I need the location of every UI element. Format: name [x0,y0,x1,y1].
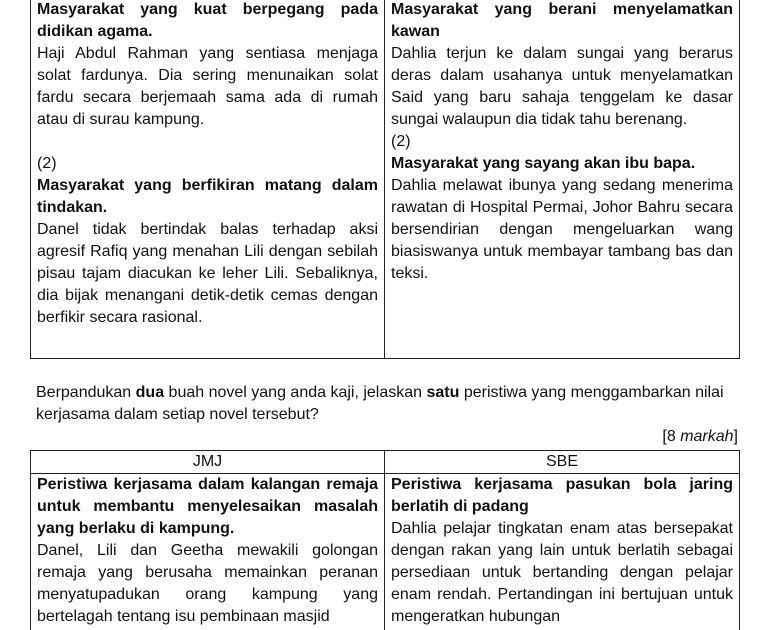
point-body: Danel tidak bertindak balas terhadap aksi agresif Rafiq yang menahan Lili dengan sebilah pisau tajam diacukan ke leher Lili. Sebaliknya, dia bijak menangani detik-detik cemas dengan berfikir secara rasional. [37,221,378,326]
point-title: Masyarakat yang kuat berpegang pada didikan agama. [37,1,378,40]
marks-label [662,426,738,448]
top-left-cell [31,0,385,359]
mark-marker: (2) [391,133,411,150]
point-title: Masyarakat yang berani menyelamatkan kawan [391,1,733,40]
point-title: Peristiwa kerjasama pasukan bola jaring berlatih di padang [391,476,733,515]
marks-close: ] [733,428,738,445]
point-body: Dahlia pelajar tingkatan enam atas bersepakat dengan rakan yang lain untuk berlatih sebagai persediaan untuk bertanding dengan pelajar enam rendah. Pertandingan ini bertujuan untuk mengeratkan hubungan [391,520,733,625]
point-title: Masyarakat yang berfikiran matang dalam tindakan. [37,177,378,216]
bottom-left-cell [31,474,385,630]
question-text [36,382,736,426]
answer-table-top [30,0,740,359]
column-header-sbe: SBE [385,451,740,474]
bottom-right-cell [385,474,740,630]
question-part: peristiwa yang menggambarkan nilai kerjasama dalam setiap novel tersebut? [36,384,724,423]
top-right-cell [385,0,740,359]
point-body: Dahlia terjun ke dalam sungai yang berarus deras dalam usahanya untuk menyelamatkan Said yang baru sahaja tenggelam ke dasar sungai walaupun dia tidak tahu berenang. [391,45,733,128]
question-part: Berpandukan [36,384,136,401]
marks-word: markah [680,428,734,445]
spacer [37,131,378,153]
marks-open: [8 [662,428,681,445]
point-body: Danel, Lili dan Geetha mewakili golongan remaja yang berusaha memainkan peranan menyatupadukan orang kampung yang bertelagah tentang isu pembinaan masjid [37,542,378,625]
column-header-jmj: JMJ [31,451,385,474]
mark-marker: (2) [37,155,57,172]
answer-table-bottom [30,450,740,630]
question-emphasis: satu [426,384,460,401]
question-part: buah novel yang anda kaji, jelaskan [164,384,427,401]
question-emphasis: dua [135,384,165,401]
point-body: Dahlia melawat ibunya yang sedang menerima rawatan di Hospital Permai, Johor Bahru secara bersendirian dengan mengeluarkan wang biasiswanya untuk membayar tambang bas dan teksi. [391,177,733,282]
point-body: Haji Abdul Rahman yang sentiasa menjaga solat fardunya. Dia sering menunaikan solat fardu secara berjemaah sama ada di rumah atau di surau kampung. [37,45,378,128]
point-title: Peristiwa kerjasama dalam kalangan remaja untuk membantu menyelesaikan masalah yang berlaku di kampung. [37,476,378,537]
point-title: Masyarakat yang sayang akan ibu bapa. [391,155,696,172]
